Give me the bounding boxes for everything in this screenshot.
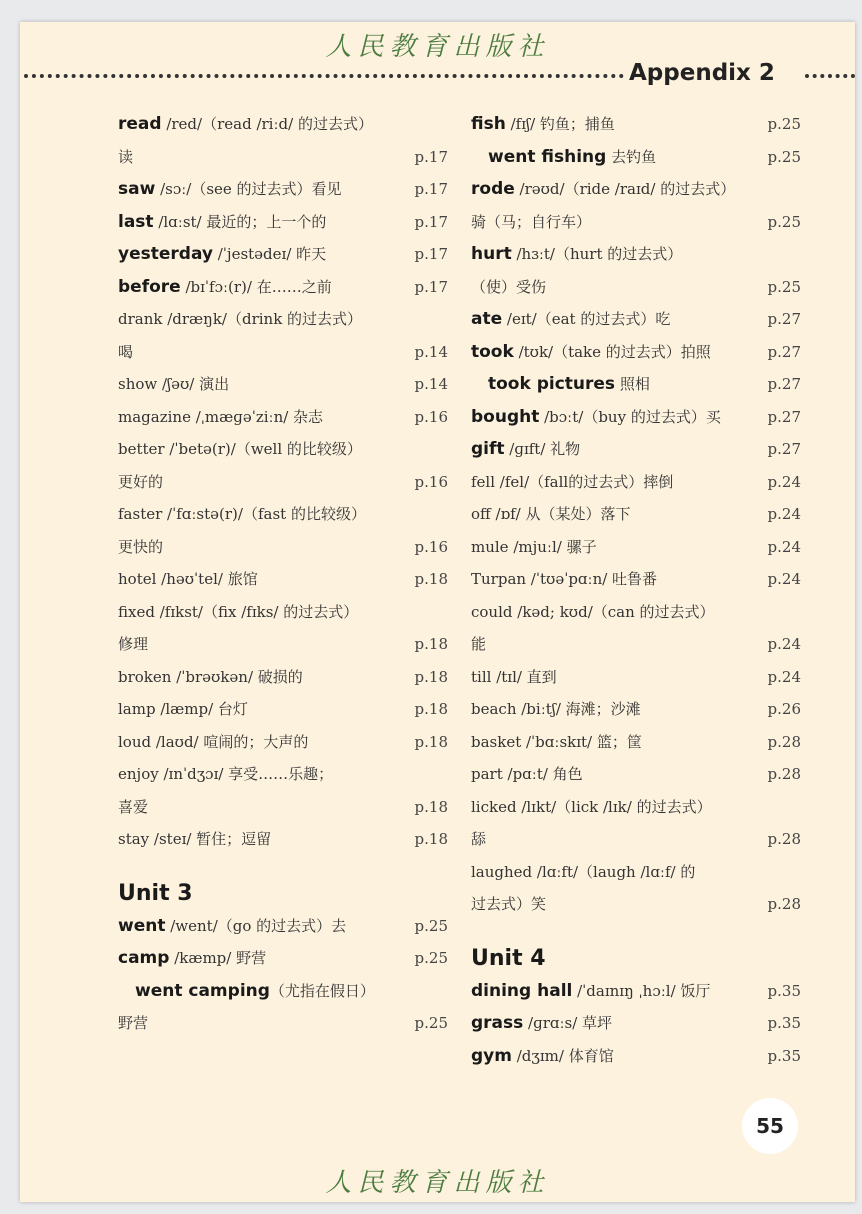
vocab-entry xyxy=(471,368,801,401)
page-reference: p.28 xyxy=(767,765,801,783)
vocab-definition: beach /biːtʃ/ 海滩；沙滩 xyxy=(471,700,641,718)
page-number-badge: 55 xyxy=(742,1098,798,1154)
vocab-entry xyxy=(471,303,801,336)
vocab-definition: 野营 xyxy=(118,1014,149,1032)
vocab-definition: enjoy /ɪnˈdʒɔɪ/ 享受……乐趣； xyxy=(118,765,334,783)
vocab-list-unit-4 xyxy=(471,975,801,1073)
vocab-entry xyxy=(118,498,442,531)
page-reference: p.24 xyxy=(767,505,801,523)
vocab-entry xyxy=(471,758,801,791)
vocab-word: ate xyxy=(471,309,503,329)
vocab-word: read xyxy=(118,114,162,134)
vocab-entry xyxy=(471,498,801,531)
page-reference: p.24 xyxy=(767,472,801,491)
vocab-entry xyxy=(471,628,801,661)
vocab-entry xyxy=(471,108,801,141)
vocab-entry xyxy=(471,271,801,304)
vocab-definition: /ɡrɑːs/ 草坪 xyxy=(523,1014,613,1032)
vocab-entry xyxy=(118,108,442,141)
vocab-word: hurt xyxy=(471,244,512,264)
vocab-definition: /lɑːst/ 最近的；上一个的 xyxy=(153,212,327,231)
page-reference: p.24 xyxy=(767,570,801,588)
vocab-entry xyxy=(118,628,448,661)
vocab-definition: /went/（go 的过去式）去 xyxy=(165,916,347,935)
page-reference: p.27 xyxy=(767,407,801,426)
vocab-definition: laughed /lɑːft/（laugh /lɑːf/ 的 xyxy=(471,862,696,881)
dotted-rule-left xyxy=(24,74,624,78)
vocab-word: took pictures xyxy=(488,374,616,394)
page-reference: p.25 xyxy=(767,277,801,296)
vocab-word: gift xyxy=(471,439,505,459)
vocab-entry xyxy=(118,596,442,629)
page-reference: p.35 xyxy=(767,1046,801,1065)
vocab-definition: faster /ˈfɑːstə(r)/（fast 的比较级） xyxy=(118,505,366,523)
vocab-definition: fixed /fɪkst/（fix /fɪks/ 的过去式） xyxy=(118,602,359,621)
vocab-list-right xyxy=(471,108,801,921)
page-reference: p.18 xyxy=(414,570,448,588)
vocab-word: took xyxy=(471,341,514,362)
vocab-entry xyxy=(471,141,801,174)
vocab-definition: loud /laʊd/ 喧闹的；大声的 xyxy=(118,732,309,751)
vocab-definition: 读 xyxy=(118,147,134,166)
vocab-definition: /hɜːt/（hurt 的过去式） xyxy=(511,245,683,263)
vocab-definition: 喜爱 xyxy=(118,797,149,816)
vocab-definition: /ˈjestədeɪ/ 昨天 xyxy=(212,245,327,263)
vocab-word: gym xyxy=(471,1045,512,1066)
page-reference: p.16 xyxy=(414,407,448,426)
vocab-entry xyxy=(118,336,448,369)
vocab-definition: better /ˈbetə(r)/（well 的比较级） xyxy=(118,440,362,458)
dotted-rule-right xyxy=(805,74,855,78)
vocab-definition: till /tɪl/ 直到 xyxy=(471,667,557,686)
page-reference: p.17 xyxy=(414,245,448,263)
page-reference: p.26 xyxy=(767,700,801,718)
page-reference: p.16 xyxy=(414,472,448,491)
unit-4-heading: Unit 4 xyxy=(471,945,546,971)
page-reference: p.28 xyxy=(767,732,801,751)
vocab-entry xyxy=(118,271,448,304)
vocab-word: grass xyxy=(471,1013,524,1033)
publisher-logo-top: 人民教育出版社 xyxy=(325,32,550,62)
vocab-definition: fell /fel/（fall的过去式）摔倒 xyxy=(471,472,674,491)
vocab-definition: stay /steɪ/ 暂住；逗留 xyxy=(118,830,272,848)
vocab-entry xyxy=(118,693,448,726)
vocab-definition: /bɪˈfɔː(r)/ 在……之前 xyxy=(180,277,332,296)
page-reference: p.17 xyxy=(414,277,448,296)
vocab-entry xyxy=(471,238,795,271)
vocab-definition: 修理 xyxy=(118,635,149,653)
vocab-word: saw xyxy=(118,179,156,199)
vocab-definition: /bɔːt/（buy 的过去式）买 xyxy=(539,407,721,426)
vocab-entry xyxy=(118,368,448,401)
vocab-definition: 骑（马；自行车） xyxy=(471,212,592,231)
appendix-title: Appendix 2 xyxy=(629,60,775,86)
vocab-word: rode xyxy=(471,179,515,199)
vocab-definition: mule /mjuːl/ 骡子 xyxy=(471,537,597,556)
vocab-definition: basket /ˈbɑːskɪt/ 篮；筐 xyxy=(471,732,642,751)
vocab-entry xyxy=(471,336,801,369)
page-reference: p.25 xyxy=(767,147,801,166)
vocab-definition: /kæmp/ 野营 xyxy=(169,949,267,967)
page-reference: p.25 xyxy=(414,916,448,935)
vocab-entry xyxy=(118,661,448,694)
vocab-definition: /dʒɪm/ 体育馆 xyxy=(511,1046,614,1065)
vocab-definition: 舔 xyxy=(471,830,487,848)
page-reference: p.18 xyxy=(414,700,448,718)
page-reference: p.27 xyxy=(767,310,801,328)
vocab-definition: /tʊk/（take 的过去式）拍照 xyxy=(513,342,711,361)
vocab-definition: 更快的 xyxy=(118,537,164,556)
vocab-definition: 过去式）笑 xyxy=(471,895,547,913)
vocab-entry xyxy=(471,401,801,434)
vocab-definition: /red/（read /riːd/ 的过去式） xyxy=(161,115,373,133)
page-reference: p.35 xyxy=(767,1014,801,1032)
page-reference: p.25 xyxy=(414,1014,448,1032)
page-reference: p.24 xyxy=(767,667,801,686)
vocab-entry xyxy=(471,888,801,921)
vocab-definition: /eɪt/（eat 的过去式）吃 xyxy=(502,310,671,328)
vocab-definition: （尤指在假日） xyxy=(269,981,375,1000)
vocab-definition: /rəʊd/（ride /raɪd/ 的过去式） xyxy=(514,180,736,198)
vocab-entry xyxy=(471,1007,801,1040)
vocab-entry xyxy=(471,433,801,466)
vocab-entry xyxy=(471,823,801,856)
vocab-entry xyxy=(118,563,448,596)
vocab-entry xyxy=(471,1040,801,1073)
vocab-definition: broken /ˈbrəʊkən/ 破损的 xyxy=(118,667,303,686)
vocab-entry xyxy=(118,910,448,943)
publisher-logo-bottom: 人民教育出版社 xyxy=(325,1168,550,1198)
page-reference: p.24 xyxy=(767,635,801,653)
right-column xyxy=(471,108,801,1072)
page-reference: p.18 xyxy=(414,830,448,848)
vocab-entry xyxy=(471,596,795,629)
vocab-entry xyxy=(118,791,448,824)
vocab-word: bought xyxy=(471,406,540,427)
vocab-definition: could /kəd; kʊd/（can 的过去式） xyxy=(471,602,715,621)
vocab-entry xyxy=(118,433,442,466)
page-reference: p.25 xyxy=(767,212,801,231)
vocab-definition: drank /dræŋk/（drink 的过去式） xyxy=(118,310,363,328)
vocab-definition: show /ʃəʊ/ 演出 xyxy=(118,375,230,393)
page-reference: p.14 xyxy=(414,342,448,361)
vocab-definition: 喝 xyxy=(118,342,134,361)
vocab-entry xyxy=(118,823,448,856)
vocab-entry xyxy=(118,466,448,499)
vocab-definition: /fɪʃ/ 钓鱼；捕鱼 xyxy=(505,115,615,133)
vocab-entry xyxy=(118,975,442,1008)
vocab-entry xyxy=(471,975,801,1008)
vocab-entry xyxy=(471,206,801,239)
vocab-definition: lamp /læmp/ 台灯 xyxy=(118,700,248,718)
vocab-word: before xyxy=(118,276,181,297)
vocab-entry xyxy=(118,401,448,434)
page-reference: p.28 xyxy=(767,895,801,913)
page-reference: p.18 xyxy=(414,635,448,653)
vocab-entry xyxy=(471,466,801,499)
vocab-definition: /ˈdaɪnɪŋ ˌhɔːl/ 饭厅 xyxy=(572,981,711,1000)
vocab-word: went fishing xyxy=(488,146,607,167)
vocab-definition: Turpan /ˈtʊəˈpɑːn/ 吐鲁番 xyxy=(471,570,658,588)
vocab-entry xyxy=(471,693,801,726)
page-reference: p.17 xyxy=(414,212,448,231)
book-page xyxy=(20,22,855,1202)
vocab-entry xyxy=(471,563,801,596)
page-reference: p.35 xyxy=(767,981,801,1000)
vocab-list-left xyxy=(118,108,448,856)
vocab-entry xyxy=(471,791,795,824)
vocab-entry xyxy=(471,726,801,759)
page-reference: p.28 xyxy=(767,830,801,848)
vocab-entry xyxy=(118,206,448,239)
vocab-entry xyxy=(118,1007,448,1040)
page-reference: p.18 xyxy=(414,797,448,816)
vocab-entry xyxy=(471,856,795,889)
page-reference: p.18 xyxy=(414,667,448,686)
vocab-definition: /ɡɪft/ 礼物 xyxy=(504,440,581,458)
vocab-definition: magazine /ˌmæɡəˈziːn/ 杂志 xyxy=(118,407,324,426)
vocab-definition: /sɔː/（see 的过去式）看见 xyxy=(155,180,342,198)
unit-3-heading: Unit 3 xyxy=(118,880,193,906)
page-reference: p.25 xyxy=(414,949,448,967)
page-reference: p.27 xyxy=(767,342,801,361)
left-column xyxy=(118,108,448,1040)
page-reference: p.27 xyxy=(767,440,801,458)
vocab-definition: licked /lɪkt/（lick /lɪk/ 的过去式） xyxy=(471,797,712,816)
vocab-word: fish xyxy=(471,114,506,134)
vocab-entry xyxy=(118,942,448,975)
vocab-entry xyxy=(118,238,448,271)
page-reference: p.16 xyxy=(414,537,448,556)
vocab-word: camp xyxy=(118,948,170,968)
vocab-definition: 能 xyxy=(471,635,487,653)
vocab-definition: off /ɒf/ 从（某处）落下 xyxy=(471,505,631,523)
vocab-entry xyxy=(118,303,442,336)
page-reference: p.17 xyxy=(414,147,448,166)
vocab-entry xyxy=(471,173,795,206)
page-reference: p.18 xyxy=(414,732,448,751)
page-reference: p.14 xyxy=(414,375,448,393)
vocab-entry xyxy=(118,173,448,206)
vocab-definition: part /pɑːt/ 角色 xyxy=(471,765,583,783)
vocab-list-unit-3 xyxy=(118,910,448,1040)
vocab-definition: （使）受伤 xyxy=(471,277,547,296)
page-reference: p.25 xyxy=(767,115,801,133)
vocab-word: dining hall xyxy=(471,980,573,1001)
vocab-definition: 去钓鱼 xyxy=(606,147,657,166)
page-reference: p.27 xyxy=(767,375,801,393)
vocab-entry xyxy=(118,141,448,174)
vocab-entry xyxy=(471,531,801,564)
page-reference: p.24 xyxy=(767,537,801,556)
vocab-definition: 照相 xyxy=(615,375,650,393)
vocab-entry xyxy=(118,531,448,564)
vocab-entry xyxy=(471,661,801,694)
page-reference: p.17 xyxy=(414,180,448,198)
vocab-word: went camping xyxy=(135,980,270,1001)
vocab-entry xyxy=(118,758,442,791)
vocab-definition: hotel /həʊˈtel/ 旅馆 xyxy=(118,570,258,588)
vocab-entry xyxy=(118,726,448,759)
vocab-definition: 更好的 xyxy=(118,472,164,491)
vocab-word: yesterday xyxy=(118,244,213,264)
vocab-word: went xyxy=(118,915,166,936)
vocab-word: last xyxy=(118,211,154,232)
